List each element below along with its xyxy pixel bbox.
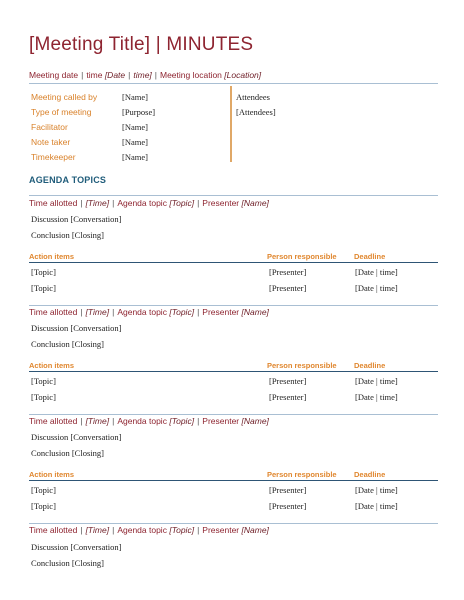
separator: | [80,525,83,535]
time-allotted-label: Time allotted [29,198,78,208]
presenter-label: Presenter [202,307,240,317]
agenda-topic-label: Agenda topic [117,525,167,535]
action-topic[interactable]: [Topic] [31,283,56,293]
presenter-value[interactable]: [Name] [241,525,269,535]
agenda-topic-line [29,525,269,535]
deadline-header: Deadline [354,361,386,370]
person-responsible-header: Person responsible [267,361,337,370]
note-taker-value[interactable]: [Name] [122,137,148,147]
presenter-value[interactable]: [Name] [241,416,269,426]
action-deadline[interactable]: [Date | time] [355,283,398,293]
separator: | [197,307,200,317]
action-deadline[interactable]: [Date | time] [355,267,398,277]
action-presenter[interactable]: [Presenter] [269,376,307,386]
action-presenter[interactable]: [Presenter] [269,392,307,402]
discussion-text[interactable]: Discussion [Conversation] [31,323,122,333]
action-topic[interactable]: [Topic] [31,392,56,402]
divider [29,523,438,524]
conclusion-text[interactable]: Conclusion [Closing] [31,339,104,349]
meeting-location-label: Meeting location [160,70,222,80]
attendees-value[interactable]: [Attendees] [236,107,276,117]
deadline-header: Deadline [354,252,386,261]
conclusion-text[interactable]: Conclusion [Closing] [31,448,104,458]
facilitator-value[interactable]: [Name] [122,122,148,132]
action-presenter[interactable]: [Presenter] [269,485,307,495]
agenda-topic-label: Agenda topic [117,307,167,317]
action-items-header: Action items [29,361,75,370]
meeting-called-by-label: Meeting called by [31,92,98,102]
meeting-location-value[interactable]: [Location] [224,70,262,80]
divider [29,83,438,84]
person-responsible-header: Person responsible [267,252,337,261]
attendees-accent-bar [230,86,232,162]
separator: | [197,198,200,208]
action-items-header: Action items [29,470,75,479]
conclusion-text[interactable]: Conclusion [Closing] [31,230,104,240]
person-responsible-header: Person responsible [267,470,337,479]
separator: | [112,307,115,317]
meeting-time-value[interactable]: time] [133,70,152,80]
action-topic[interactable]: [Topic] [31,485,56,495]
topic-value[interactable]: [Topic] [169,307,195,317]
discussion-text[interactable]: Discussion [Conversation] [31,432,122,442]
separator: | [197,525,200,535]
note-taker-label: Note taker [31,137,71,147]
topic-value[interactable]: [Topic] [169,416,195,426]
timekeeper-value[interactable]: [Name] [122,152,148,162]
action-deadline[interactable]: [Date | time] [355,485,398,495]
time-value[interactable]: [Time] [85,307,110,317]
divider [29,480,438,481]
presenter-label: Presenter [202,525,240,535]
divider [29,262,438,263]
time-allotted-label: Time allotted [29,416,78,426]
meeting-meta-line [29,70,261,80]
agenda-topics-heading: AGENDA TOPICS [29,175,107,185]
agenda-topic-line [29,307,269,317]
action-presenter[interactable]: [Presenter] [269,501,307,511]
conclusion-text[interactable]: Conclusion [Closing] [31,558,104,568]
time-value[interactable]: [Time] [85,198,110,208]
separator: | [80,416,83,426]
discussion-text[interactable]: Discussion [Conversation] [31,214,122,224]
time-allotted-label: Time allotted [29,307,78,317]
topic-value[interactable]: [Topic] [169,525,195,535]
type-of-meeting-value[interactable]: [Purpose] [122,107,156,117]
divider [29,195,438,196]
time-value[interactable]: [Time] [85,416,110,426]
separator: | [80,198,83,208]
separator: | [154,70,157,80]
presenter-value[interactable]: [Name] [241,307,269,317]
meeting-time-label: time [86,70,103,80]
action-deadline[interactable]: [Date | time] [355,392,398,402]
facilitator-label: Facilitator [31,122,68,132]
meeting-called-by-value[interactable]: [Name] [122,92,148,102]
time-value[interactable]: [Time] [85,525,110,535]
agenda-topic-label: Agenda topic [117,416,167,426]
divider [29,371,438,372]
discussion-text[interactable]: Discussion [Conversation] [31,542,122,552]
action-presenter[interactable]: [Presenter] [269,283,307,293]
meeting-date-label: Meeting date [29,70,79,80]
separator: | [197,416,200,426]
divider [29,414,438,415]
separator: | [81,70,84,80]
action-presenter[interactable]: [Presenter] [269,267,307,277]
action-deadline[interactable]: [Date | time] [355,501,398,511]
deadline-header: Deadline [354,470,386,479]
page-title: [Meeting Title] | MINUTES [29,34,254,55]
separator: | [112,525,115,535]
time-allotted-label: Time allotted [29,525,78,535]
timekeeper-label: Timekeeper [31,152,76,162]
agenda-topic-line [29,198,269,208]
separator: | [112,198,115,208]
action-topic[interactable]: [Topic] [31,267,56,277]
topic-value[interactable]: [Topic] [169,198,195,208]
action-deadline[interactable]: [Date | time] [355,376,398,386]
presenter-label: Presenter [202,416,240,426]
presenter-label: Presenter [202,198,240,208]
meeting-date-value[interactable]: [Date [104,70,126,80]
type-of-meeting-label: Type of meeting [31,107,92,117]
attendees-label: Attendees [236,92,270,102]
agenda-topic-label: Agenda topic [117,198,167,208]
separator: | [128,70,131,80]
separator: | [80,307,83,317]
action-topic[interactable]: [Topic] [31,501,56,511]
separator: | [112,416,115,426]
agenda-topic-line [29,416,269,426]
action-items-header: Action items [29,252,75,261]
action-topic[interactable]: [Topic] [31,376,56,386]
presenter-value[interactable]: [Name] [241,198,269,208]
divider [29,305,438,306]
